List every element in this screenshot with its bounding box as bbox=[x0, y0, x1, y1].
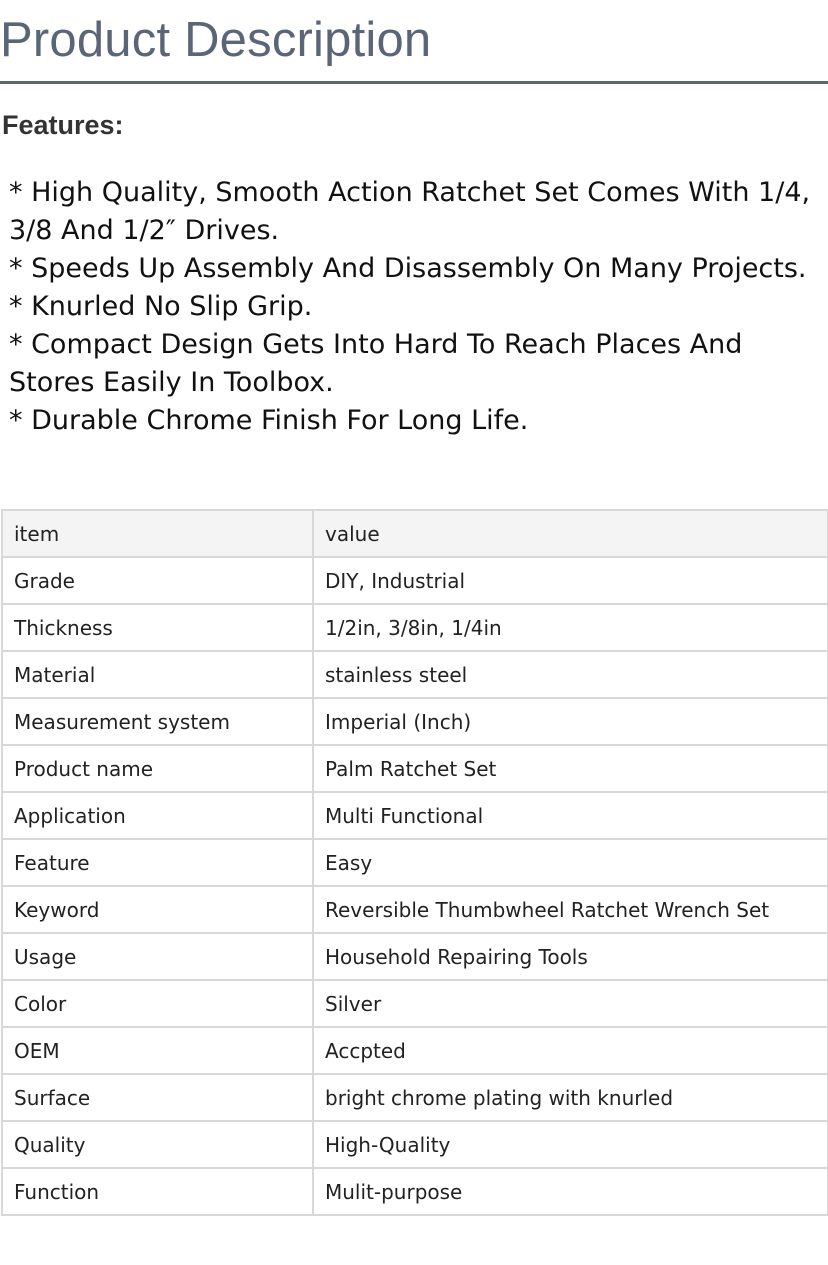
feature-item: * Durable Chrome Finish For Long Life. bbox=[9, 405, 529, 436]
row-item-cell: Usage bbox=[2, 933, 313, 980]
row-item-cell: Grade bbox=[2, 557, 313, 604]
feature-item: * High Quality, Smooth Action Ratchet Set Comes With 1/4, 3/8 And 1/2″ Drives. bbox=[9, 177, 811, 246]
row-item-cell: Thickness bbox=[2, 604, 313, 651]
row-item-cell: Keyword bbox=[2, 886, 313, 933]
row-item-cell: Feature bbox=[2, 839, 313, 886]
row-value-cell: 1/2in, 3/8in, 1/4in bbox=[313, 604, 828, 651]
row-item-cell: OEM bbox=[2, 1027, 313, 1074]
table-row bbox=[2, 792, 828, 839]
row-item-cell: Material bbox=[2, 651, 313, 698]
table-row bbox=[2, 557, 828, 604]
row-value-cell: stainless steel bbox=[313, 651, 828, 698]
header-cell-value: value bbox=[313, 510, 828, 557]
table-row bbox=[2, 651, 828, 698]
header-cell-item: item bbox=[2, 510, 313, 557]
table-row bbox=[2, 604, 828, 651]
row-value-cell: Mulit-purpose bbox=[313, 1168, 828, 1215]
row-item-cell: Measurement system bbox=[2, 698, 313, 745]
row-value-cell: Household Repairing Tools bbox=[313, 933, 828, 980]
row-value-cell: bright chrome plating with knurled bbox=[313, 1074, 828, 1121]
row-value-cell: Palm Ratchet Set bbox=[313, 745, 828, 792]
row-item-cell: Product name bbox=[2, 745, 313, 792]
table-row bbox=[2, 698, 828, 745]
table-row bbox=[2, 839, 828, 886]
features-list bbox=[9, 174, 819, 440]
row-value-cell: Imperial (Inch) bbox=[313, 698, 828, 745]
row-item-cell: Color bbox=[2, 980, 313, 1027]
table-row bbox=[2, 1168, 828, 1215]
feature-item: * Knurled No Slip Grip. bbox=[9, 291, 313, 322]
row-value-cell: Easy bbox=[313, 839, 828, 886]
table-header-row bbox=[2, 510, 828, 557]
feature-item: * Speeds Up Assembly And Disassembly On Many Projects. bbox=[9, 253, 807, 284]
feature-item: * Compact Design Gets Into Hard To Reach Places And Stores Easily In Toolbox. bbox=[9, 329, 743, 398]
specifications-table bbox=[1, 509, 828, 1216]
row-value-cell: Multi Functional bbox=[313, 792, 828, 839]
row-value-cell: Reversible Thumbwheel Ratchet Wrench Set bbox=[313, 886, 828, 933]
row-value-cell: Silver bbox=[313, 980, 828, 1027]
table-row bbox=[2, 933, 828, 980]
row-value-cell: Accpted bbox=[313, 1027, 828, 1074]
table-row bbox=[2, 1074, 828, 1121]
row-value-cell: DIY, Industrial bbox=[313, 557, 828, 604]
page-title: Product Description bbox=[0, 13, 432, 67]
table-row bbox=[2, 980, 828, 1027]
features-heading: Features: bbox=[2, 110, 124, 140]
title-divider bbox=[0, 81, 828, 84]
row-item-cell: Application bbox=[2, 792, 313, 839]
row-value-cell: High-Quality bbox=[313, 1121, 828, 1168]
table-row bbox=[2, 1027, 828, 1074]
row-item-cell: Function bbox=[2, 1168, 313, 1215]
row-item-cell: Quality bbox=[2, 1121, 313, 1168]
row-item-cell: Surface bbox=[2, 1074, 313, 1121]
table-row bbox=[2, 886, 828, 933]
table-row bbox=[2, 745, 828, 792]
table-row bbox=[2, 1121, 828, 1168]
